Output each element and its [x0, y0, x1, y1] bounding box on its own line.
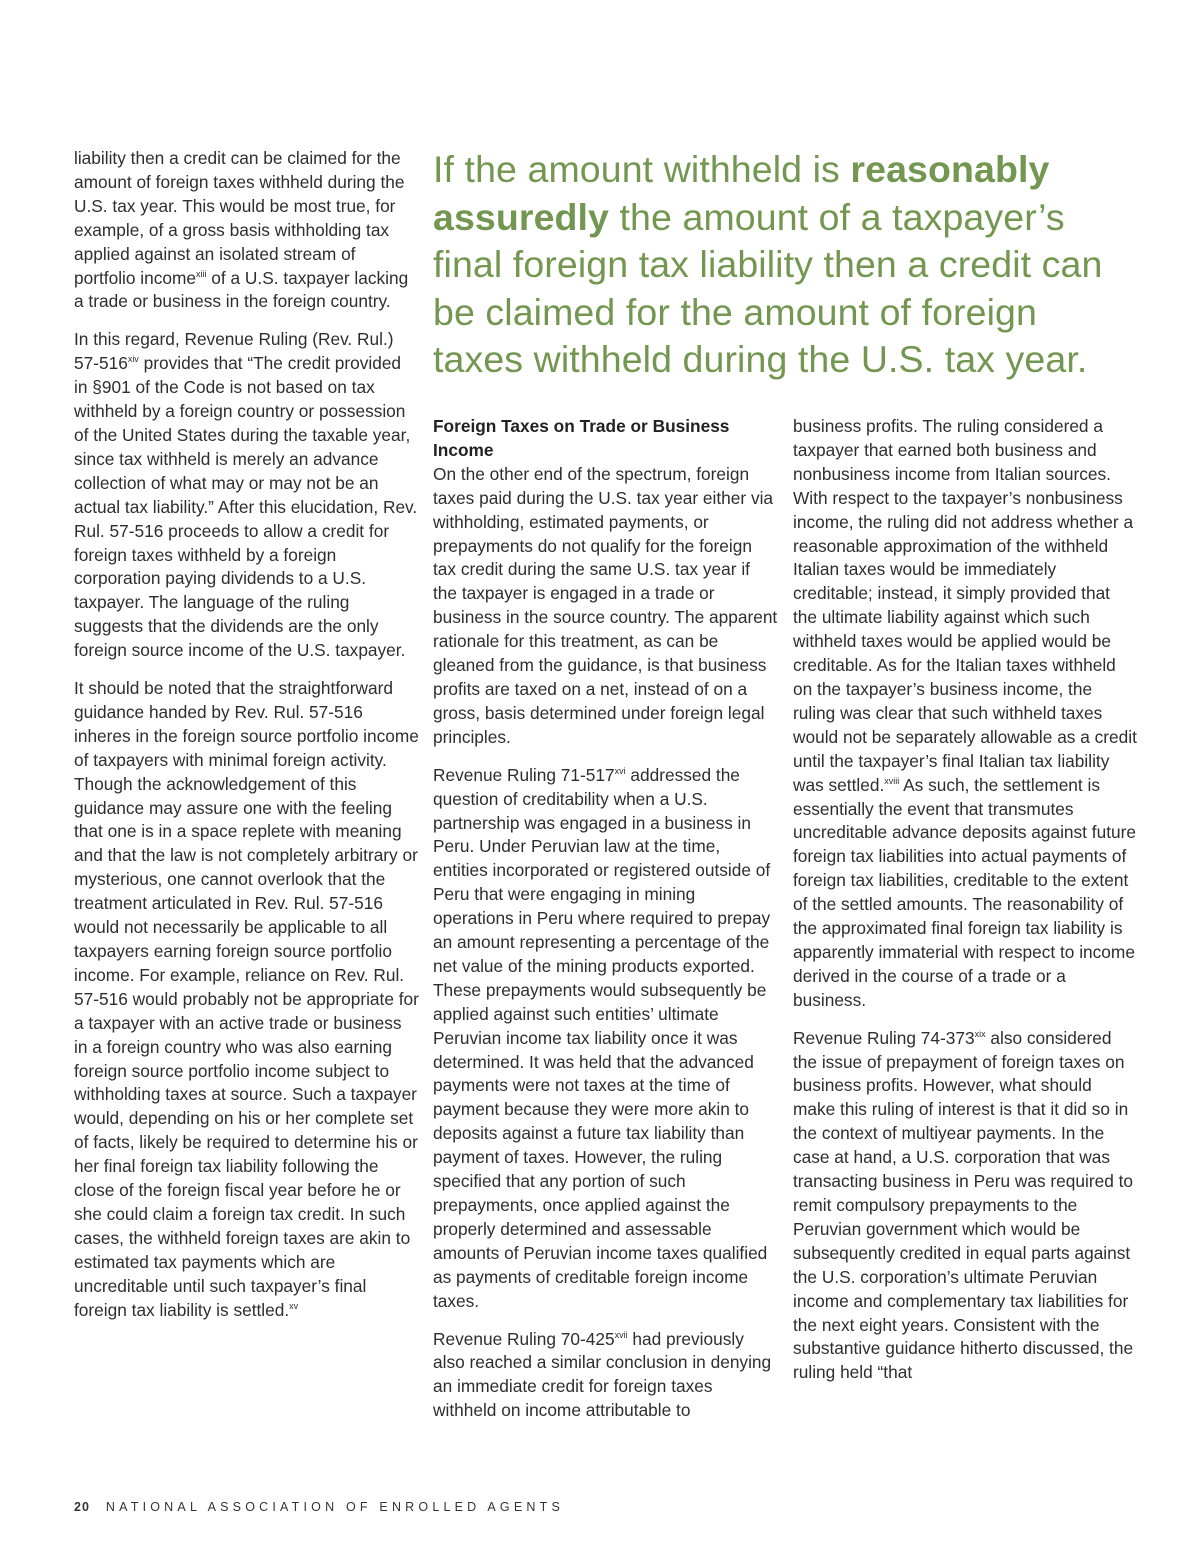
middle-paragraph-1: On the other end of the spectrum, foreign taxes paid during the U.S. tax year either via withholding, estimated payments, or prepayments do not qualify for the foreign tax credit during the same U.S. tax year if the taxpayer is engaged in a trade or business in the source country. The apparent rationale for this treatment, as can be gleaned from the guidance, is that business profits are taxed on a net, instead of on a gross, basis determined under foreign legal principles. [433, 463, 778, 747]
middle-column [433, 415, 778, 1437]
right-column [793, 415, 1138, 1399]
publication-name: NATIONAL ASSOCIATION OF ENROLLED AGENTS [105, 1500, 564, 1514]
left-paragraph-1: liability then a credit can be claimed for the amount of foreign taxes withheld during the U.S. tax year. This would be most true, for example, of a gross basis withholding tax applied against an isolated stream of portfolio income$^{xiii}$ of a U.S. taxpayer lacking a trade or business in the foreign country. [74, 148, 409, 312]
footnote-ref[interactable]: xv [289, 1300, 299, 1311]
left-paragraph-3: It should be noted that the straightforward guidance handed by Rev. Rul. 57-516 inheres in the foreign source portfolio income of taxpayers with minimal foreign activity. Though the acknowledgement of this guidance may assure one with the feeling that one is in a space replete with meaning and that the law is not completely arbitrary or mysterious, one cannot overlook that the treatment articulated in Rev. Rul. 57-516 would not necessarily be applicable to all taxpayers earning foreign source portfolio income. For example, reliance on Rev. Rul. 57-516 would probably not be appropriate for a taxpayer with an active trade or business in a foreign country who was also earning foreign source portfolio income subject to withholding taxes at source. Such a taxpayer would, depending on his or her complete set of facts, likely be required to determine his or her final foreign tax liability following the close of the foreign fiscal year before he or she could claim a foreign tax credit. In such cases, the withheld foreign taxes are akin to estimated tax payments which are uncreditable until such taxpayer’s final foreign tax liability is settled.$^{xv}$ [74, 678, 419, 1320]
middle-paragraph-3: Revenue Ruling 70-425$^{xvii}$ had previously also reached a similar conclusion in denying an immediate credit for foreign taxes withheld on income attributable to [433, 1328, 772, 1421]
left-column [74, 147, 419, 1337]
footnote-ref[interactable]: xvi [614, 765, 626, 776]
middle-paragraph-2: Revenue Ruling 71-517$^{xvi}$ addressed the question of creditability when a U.S. partnership was engaged in a business in Peru. Under Peruvian law at the time, entities incorporated or registered outside of Peru that were engaging in mining operations in Peru where required to prepay an amount representing a percentage of the net value of the mining products exported. These prepayments would subsequently be applied against such entities’ ultimate Peruvian income tax liability once it was determined. It was held that the advanced payments were not taxes at the time of payment because they were more akin to deposits against a future tax liability than payment of taxes. However, the ruling specified that any portion of such prepayments, once applied against the properly determined and assessable amounts of Peruvian income taxes qualified as payments of creditable foreign income taxes. [433, 764, 771, 1311]
right-paragraph-1: business profits. The ruling considered a taxpayer that earned both business and nonbusiness income from Italian sources. With respect to the taxpayer’s nonbusiness income, the ruling did not address whether a reasonable approximation of the withheld Italian taxes would be immediately creditable; instead, it simply provided that the ultimate liability against which such withheld taxes would be applied would be creditable. As for the Italian taxes withheld on the taxpayer’s business income, the ruling was clear that such withheld taxes would not be separately allowable as a credit until the taxpayer’s final Italian tax liability was settled.$^{xviii}$ As such, the settlement is essentially the event that transmutes uncreditable advance deposits against future foreign tax liabilities into actual payments of foreign tax liabilities, creditable to the extent of the settled amounts. The reasonability of the approximated final foreign tax liability is apparently immaterial with respect to income derived in the course of a trade or a business. [793, 416, 1137, 1010]
footnote-ref[interactable]: xvii [614, 1329, 628, 1340]
pull-quote: If the amount withheld is reasonably assuredly the amount of a taxpayer’s final foreign tax liability then a credit can be claimed for the amount of foreign taxes withheld during the U.S. tax year. [433, 148, 1103, 381]
footnote-ref[interactable]: xiii [196, 268, 207, 279]
page-footer [74, 1500, 564, 1514]
section-heading: Foreign Taxes on Trade or Business Income [433, 416, 730, 460]
footnote-ref[interactable]: xviii [884, 775, 900, 786]
footnote-ref[interactable]: xiv [127, 354, 139, 365]
right-paragraph-2: Revenue Ruling 74-373$^{xix}$ also considered the issue of prepayment of foreign taxes on business profits. However, what should make this ruling of interest is that it did so in the context of multiyear payments. In the case at hand, a U.S. corporation that was transacting business in Peru was required to remit compulsory prepayments to the Peruvian government which would be subsequently credited in equal parts against the U.S. corporation’s ultimate Peruvian income and complementary tax liabilities for the next eight years. Consistent with the substantive guidance hitherto discussed, the ruling held “that [793, 1027, 1134, 1383]
pull-quote-emphasis: reasonably assuredly [433, 148, 1050, 238]
page-number: 20 [74, 1500, 90, 1514]
left-paragraph-2: In this regard, Revenue Ruling (Rev. Rul.) 57-516$^{xiv}$ provides that “The credit provided in §901 of the Code is not based on tax withheld by a foreign country or possession of the United States during the taxable year, since tax withheld is merely an advance collection of what may or may not be an actual tax liability.” After this elucidation, Rev. Rul. 57-516 proceeds to allow a credit for foreign taxes withheld by a foreign corporation paying dividends to a U.S. taxpayer. The language of the ruling suggests that the dividends are the only foreign source income of the U.S. taxpayer. [74, 329, 418, 661]
footnote-ref[interactable]: xix [974, 1028, 986, 1039]
